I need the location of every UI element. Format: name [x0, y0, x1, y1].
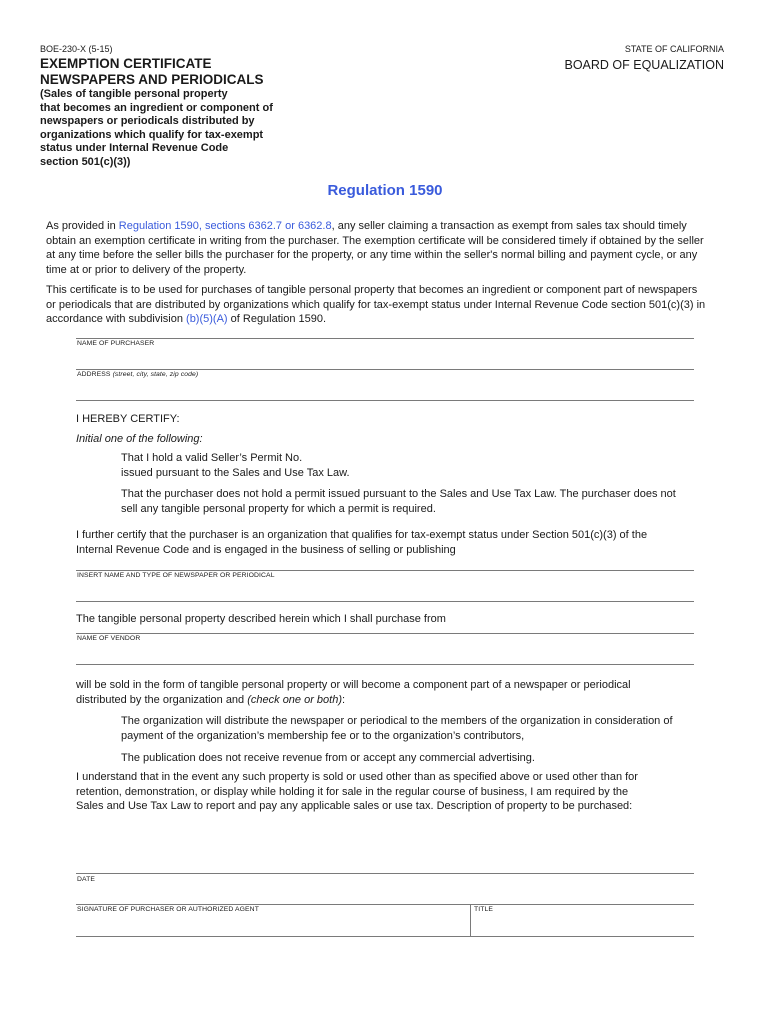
understand-line1: I understand that in the event any such property is sold or used other than as specified above or used other than for	[76, 771, 638, 783]
purpose-line3-pre: accordance with subdivision	[46, 313, 187, 325]
further-line1: I further certify that the purchaser is an organization that qualifies for tax-exempt status under Section 501(c)(3) of the	[76, 529, 648, 541]
understand-line3: Sales and Use Tax Law to report and pay any applicable sales or use tax. Description of property to be purchased:	[76, 800, 633, 812]
address-label	[77, 371, 198, 378]
form-title-line2: NEWSPAPERS AND PERIODICALS	[40, 72, 264, 87]
address-field[interactable]	[76, 380, 694, 399]
vendor-label: NAME OF VENDOR	[77, 635, 141, 642]
regulation-sections-link[interactable]: Regulation 1590, sections 6362.7 or 6362.8	[118, 220, 332, 232]
agency-name: BOARD OF EQUALIZATION	[564, 58, 724, 72]
purchaser-name-top-rule	[76, 338, 694, 339]
purchaser-name-field[interactable]	[76, 349, 694, 368]
intro-line1-rest: , any seller claiming a transaction as exempt from sales tax should timely	[331, 220, 687, 232]
further-certify	[76, 528, 716, 557]
date-label: DATE	[77, 876, 96, 883]
regulation-title: Regulation 1590	[327, 182, 443, 199]
address-top-rule	[76, 369, 694, 370]
option-sellers-permit[interactable]	[121, 451, 350, 480]
option-no-permit[interactable]	[121, 487, 711, 516]
check-no-advertising[interactable]: The publication does not receive revenue from or accept any commercial advertising.	[121, 752, 535, 764]
intro-line3: at any time before the seller bills the purchaser for the property, or any time within the seller's normal billing and payment cycle, or any	[46, 249, 698, 261]
date-field[interactable]	[76, 885, 694, 903]
subtitle-line: (Sales of tangible personal property	[40, 88, 228, 100]
check1-line1: The organization will distribute the newspaper or periodical to the members of the organization in consideration of	[121, 715, 673, 727]
intro-pre: As provided in	[46, 220, 119, 232]
signature-field[interactable]	[76, 915, 468, 935]
state-label: STATE OF CALIFORNIA	[624, 44, 724, 54]
subtitle-line: section 501(c)(3))	[40, 155, 131, 168]
purpose-paragraph	[46, 283, 728, 327]
publication-bottom-rule	[76, 601, 694, 602]
subdivision-link[interactable]: (b)(5)(A)	[186, 313, 228, 325]
sold-statement	[76, 678, 716, 707]
purpose-line3-post: of Regulation 1590.	[227, 313, 327, 325]
vendor-top-rule	[76, 633, 694, 634]
sold-line1: will be sold in the form of tangible personal property or will become a component part of a newspaper or periodical	[76, 679, 631, 691]
option2-line2: sell any tangible personal property for which a permit is required.	[121, 502, 436, 515]
signature-bottom-rule	[76, 936, 694, 937]
check1-line2: payment of the organization’s membership fee or to the organization’s contributors,	[121, 729, 525, 742]
sold-line2	[76, 693, 716, 708]
option2-line1: That the purchaser does not hold a permit issued pursuant to the Sales and Use Tax Law. The purchaser does not	[121, 488, 676, 500]
address-hint: (street, city, state, zip code)	[112, 371, 199, 378]
subtitle-line: status under Internal Revenue Code	[40, 142, 229, 154]
option1-line2: issued pursuant to the Sales and Use Tax Law.	[121, 466, 350, 479]
intro-paragraph	[46, 219, 728, 277]
purpose-line1: This certificate is to be used for purchases of tangible personal property that becomes an ingredient or component part of newspapers	[46, 284, 698, 296]
tangible-statement: The tangible personal property described herein which I shall purchase from	[76, 613, 446, 625]
address-bottom-rule	[76, 400, 694, 401]
subtitle-line: organizations which qualify for tax-exempt	[40, 128, 264, 141]
subtitle-line: newspapers or periodicals distributed by	[40, 115, 255, 127]
check-one-or-both: (check one or both)	[247, 693, 343, 706]
title-label: TITLE	[474, 906, 494, 913]
purchaser-name-label: NAME OF PURCHASER	[77, 340, 155, 347]
purpose-line2: or periodicals that are distributed by organizations which qualify for tax-exempt status under Internal Revenue Code section 501(c)(3) in	[46, 298, 706, 311]
sold-line2-post: :	[342, 693, 346, 706]
option1-line1: That I hold a valid Seller’s Permit No.	[121, 452, 303, 464]
further-line2: Internal Revenue Code and is engaged in the business of selling or publishing	[76, 543, 456, 556]
intro-line2: obtain an exemption certificate in writing from the purchaser. The exemption certificate will be considered timely if obtained by the seller	[46, 234, 704, 247]
subtitle-line: that becomes an ingredient or component of	[40, 101, 273, 114]
signature-title-divider	[470, 904, 471, 936]
signature-top-rule	[76, 904, 694, 905]
form-title-line1: EXEMPTION CERTIFICATE	[40, 56, 212, 71]
publication-field[interactable]	[76, 581, 694, 600]
understand-statement	[76, 770, 716, 814]
property-description-field[interactable]	[76, 818, 694, 870]
sold-line2-pre: distributed by the organization and	[76, 693, 248, 706]
title-field[interactable]	[472, 915, 694, 935]
understand-line2: retention, demonstration, or display while holding it for sale in the regular course of business, I am required by the	[76, 785, 629, 798]
purpose-line3	[46, 312, 728, 327]
check-distribute-members[interactable]	[121, 714, 711, 743]
vendor-bottom-rule	[76, 664, 694, 665]
certify-instruction: Initial one of the following:	[76, 433, 203, 445]
address-label-text: ADDRESS	[77, 371, 111, 378]
date-top-rule	[76, 873, 694, 874]
form-id: BOE-230-X (5-15)	[40, 44, 113, 54]
form-subtitle	[40, 88, 300, 169]
intro-line1	[46, 219, 728, 234]
form-title	[40, 56, 340, 88]
publication-top-rule	[76, 570, 694, 571]
vendor-field[interactable]	[76, 644, 694, 663]
certify-heading: I HEREBY CERTIFY:	[76, 413, 180, 425]
signature-label: SIGNATURE OF PURCHASER OR AUTHORIZED AGENT	[77, 906, 259, 913]
intro-line4: time at or prior to delivery of the property.	[46, 263, 247, 276]
publication-label: INSERT NAME AND TYPE OF NEWSPAPER OR PERIODICAL	[77, 572, 275, 579]
